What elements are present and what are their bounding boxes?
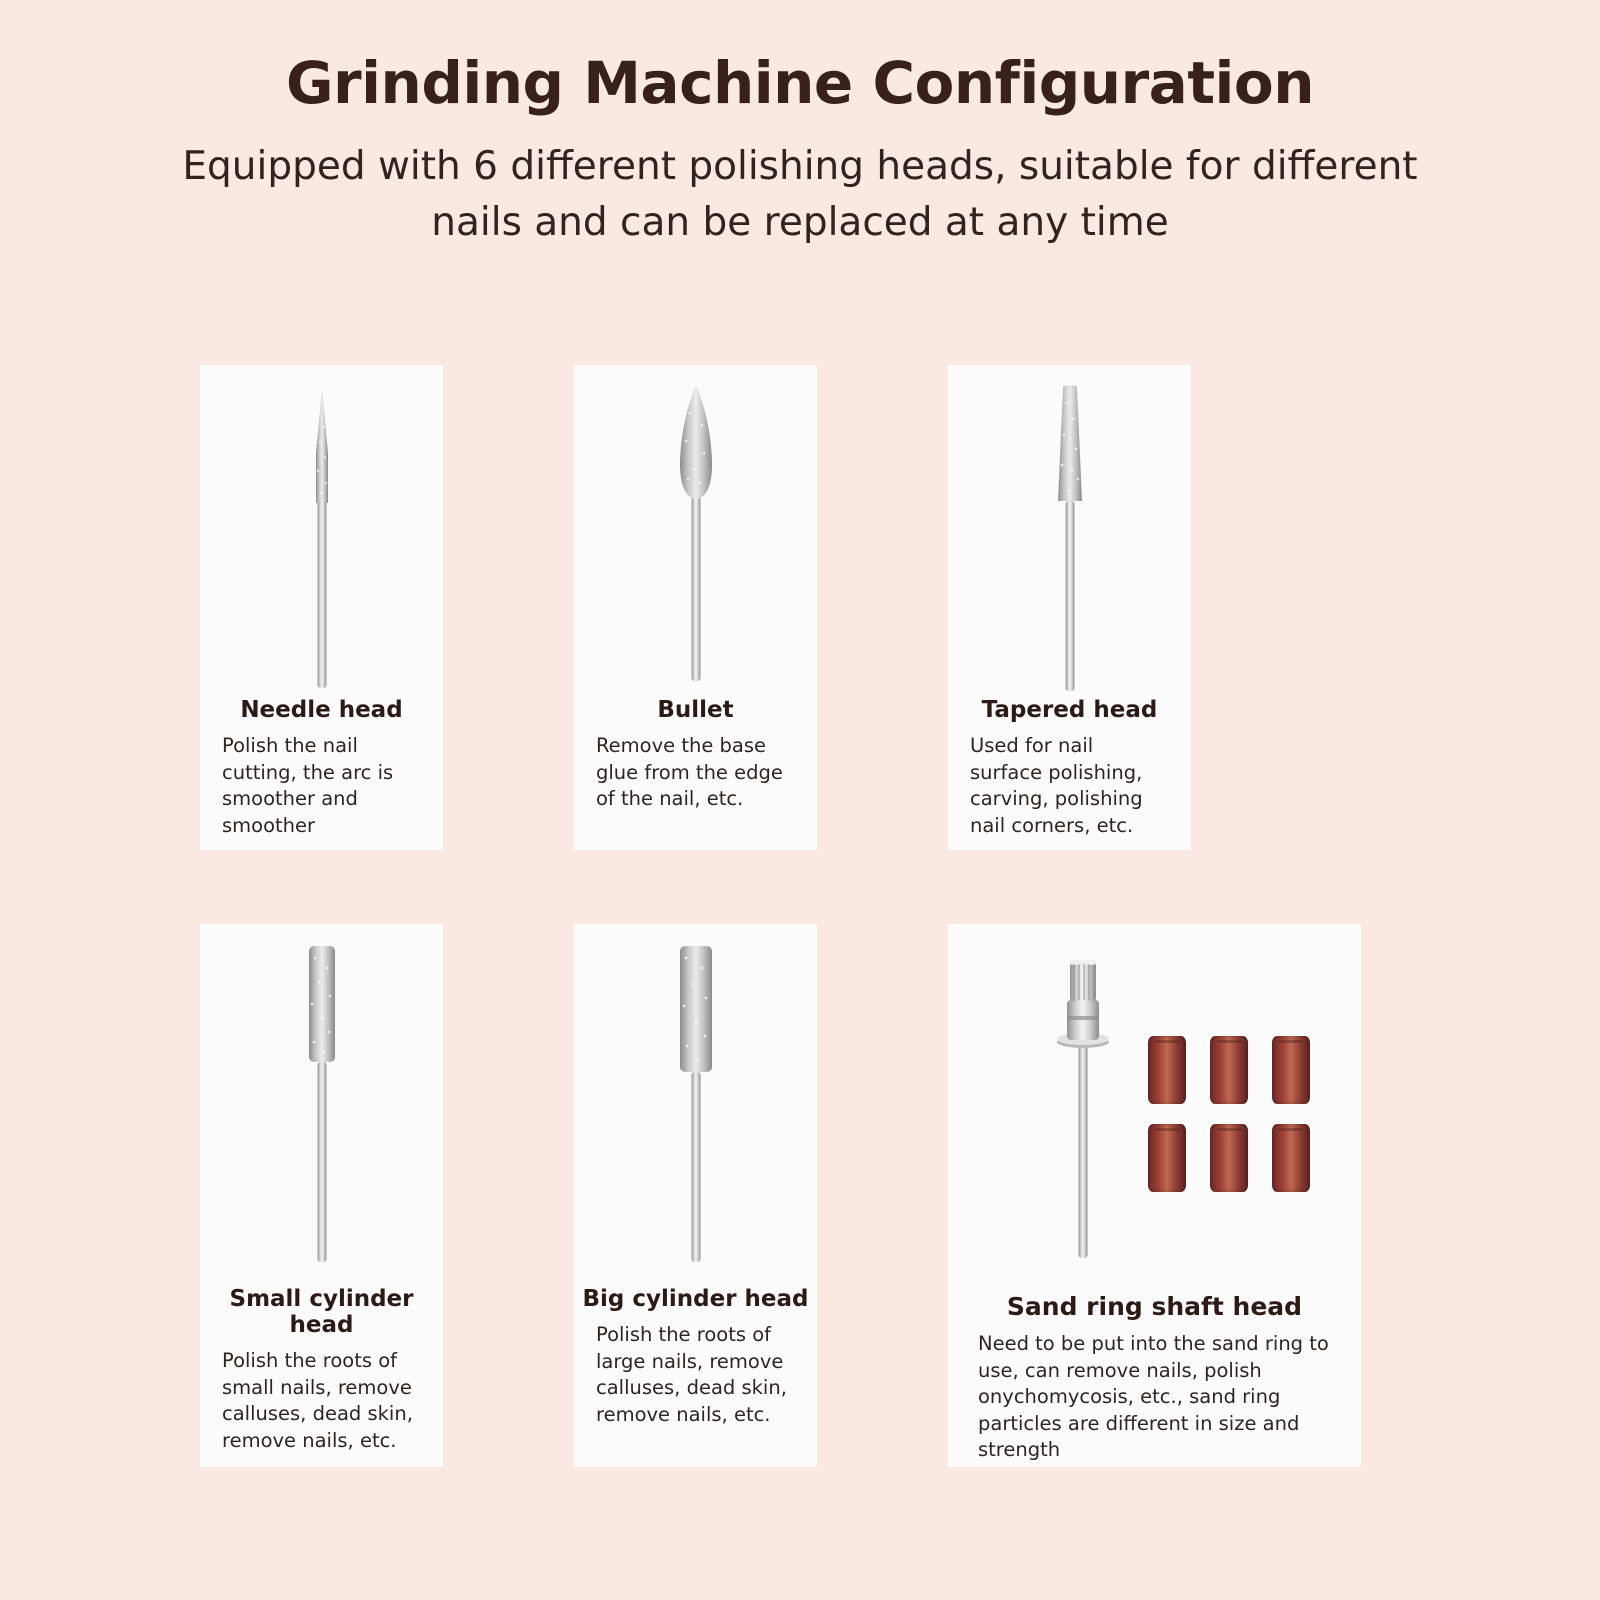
sand-ring-item	[1148, 1036, 1186, 1104]
sand-ring-item	[1210, 1124, 1248, 1192]
small-cylinder-illustration	[200, 924, 443, 1284]
bullet-bit-svg	[636, 383, 756, 693]
bullet-bit-illustration	[574, 365, 817, 695]
needle-bit-icon	[262, 383, 382, 697]
card-label: Sand ring shaft head	[1006, 1292, 1303, 1321]
card-sand-ring-shaft-head	[948, 924, 1361, 1467]
card-description: Need to be put into the sand ring to use, can remove nails, polish onychomycosis, etc., sand ring particles are different in size and strength	[978, 1332, 1329, 1462]
small-cylinder-bit-svg	[262, 942, 382, 1282]
tapered-bit-icon	[1010, 383, 1130, 697]
heads-row-1	[0, 365, 1600, 850]
needle-bit-illustration	[200, 365, 443, 695]
sand-ring-item	[1148, 1124, 1186, 1192]
sand-ring-illustration	[948, 924, 1361, 1292]
tapered-bit-illustration	[948, 365, 1191, 695]
sand-ring-item	[1272, 1124, 1310, 1192]
big-cylinder-bit-svg	[636, 942, 756, 1282]
card-label: Tapered head	[981, 697, 1158, 723]
sand-ring-item	[1272, 1036, 1310, 1104]
big-cylinder-bit-icon	[636, 942, 756, 1286]
card-tapered-head	[948, 365, 1191, 850]
card-small-cylinder-head	[200, 924, 443, 1467]
card-big-cylinder-head	[574, 924, 817, 1467]
big-cylinder-illustration	[574, 924, 817, 1284]
card-bullet	[574, 365, 817, 850]
card-description: Remove the base glue from the edge of the nail, etc.	[596, 734, 783, 811]
card-needle-head	[200, 365, 443, 850]
page-title: Grinding Machine Configuration	[285, 49, 1315, 117]
needle-bit-svg	[262, 383, 382, 693]
sand-ring-shaft-icon	[1018, 938, 1148, 1282]
card-description: Polish the nail cutting, the arc is smoother and smoother	[222, 734, 394, 837]
card-description: Used for nail surface polishing, carving, polishing nail corners, etc.	[970, 734, 1143, 837]
heads-grid	[0, 365, 1600, 1467]
card-description: Polish the roots of large nails, remove calluses, dead skin, remove nails, etc.	[596, 1323, 787, 1426]
card-label: Bullet	[657, 697, 734, 723]
page-subtitle: Equipped with 6 different polishing heads, suitable for different nails and can be replaced at any time	[182, 143, 1418, 246]
tapered-bit-svg	[1010, 383, 1130, 693]
sand-ring-shaft-svg	[1018, 938, 1148, 1278]
card-label: Big cylinder head	[582, 1286, 809, 1312]
bullet-bit-icon	[636, 383, 756, 697]
card-label: Small cylinder head	[229, 1286, 414, 1338]
sand-ring-item	[1210, 1036, 1248, 1104]
heads-row-2	[0, 924, 1600, 1467]
small-cylinder-bit-icon	[262, 942, 382, 1286]
card-label: Needle head	[240, 697, 403, 723]
card-description: Polish the roots of small nails, remove calluses, dead skin, remove nails, etc.	[222, 1349, 413, 1452]
